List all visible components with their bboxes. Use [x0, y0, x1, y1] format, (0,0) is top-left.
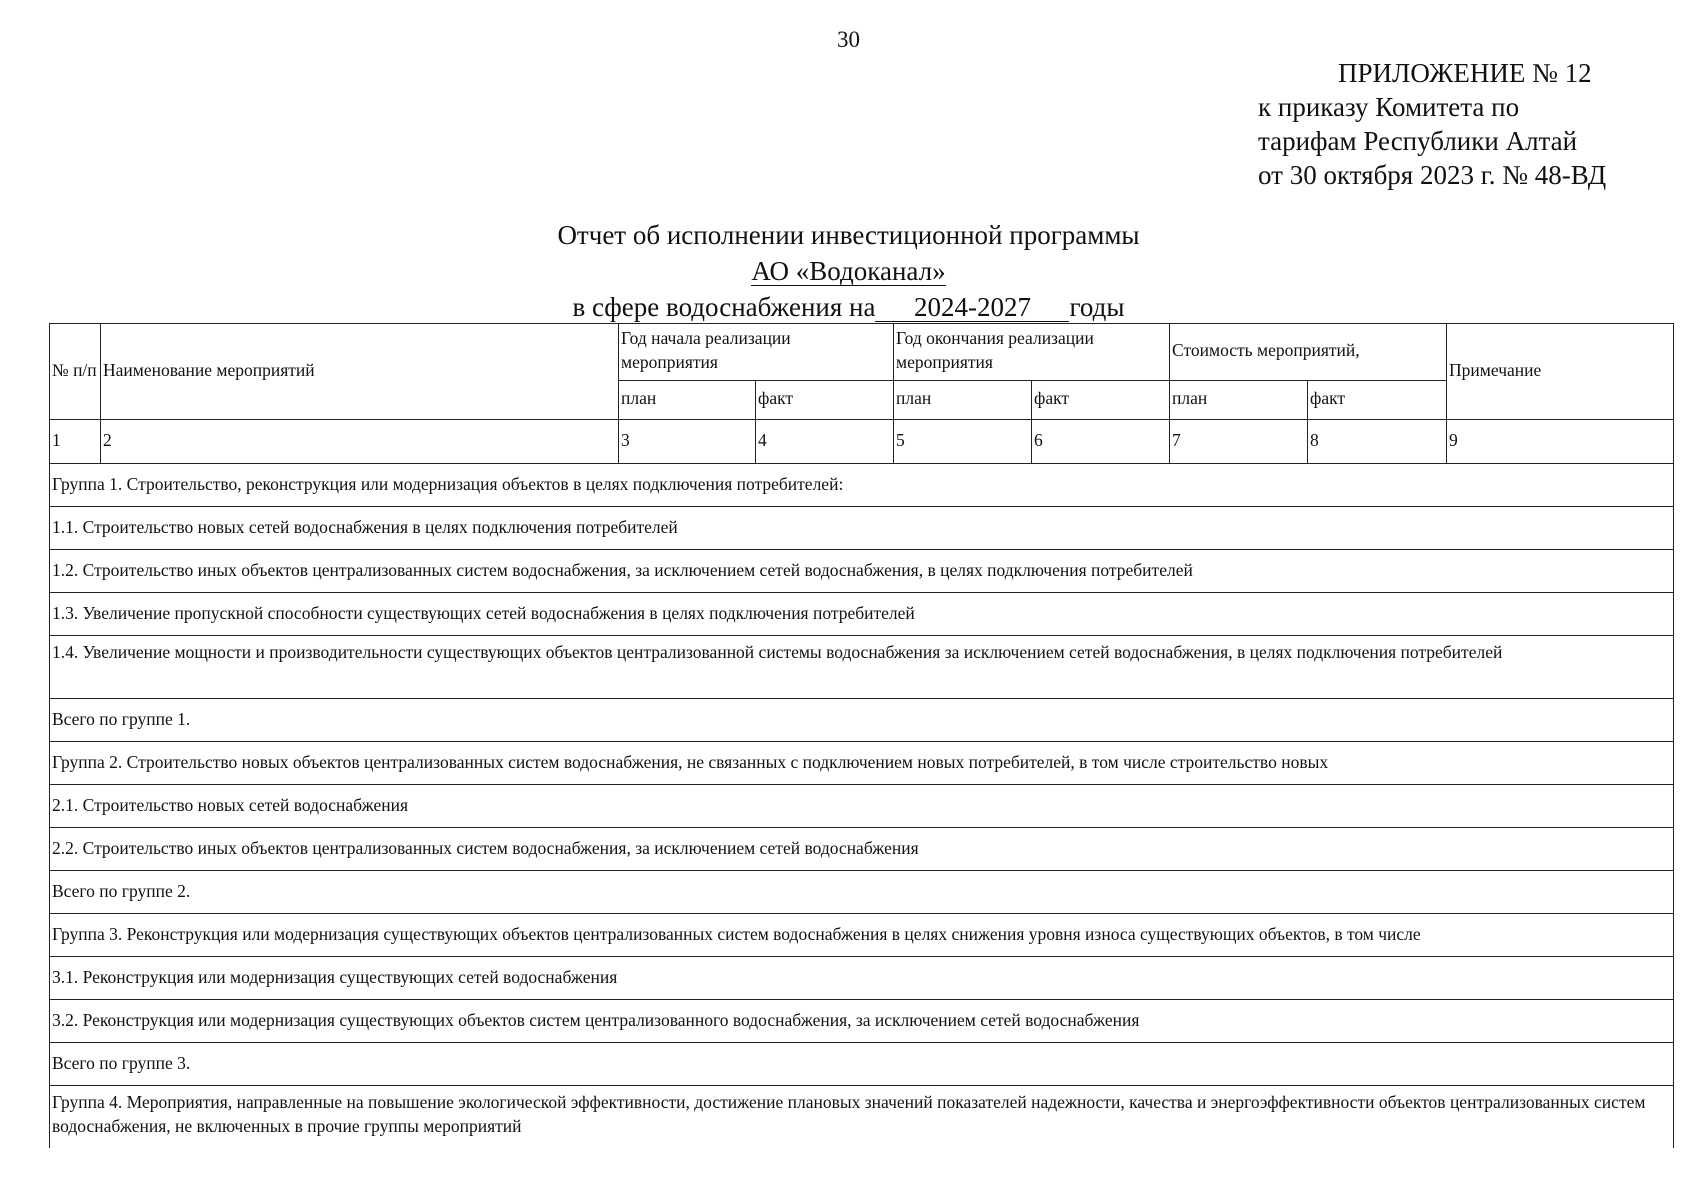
header-note: Примечание — [1447, 324, 1674, 420]
header-plan: план — [894, 381, 1032, 420]
appendix-line: от 30 октября 2023 г. № 48-ВД — [1258, 160, 1607, 190]
appendix-line: тарифам Республики Алтай — [1258, 126, 1578, 156]
item-row: 1.2. Строительство иных объектов централизованных систем водоснабжения, за исключением сетей водоснабжения, в целях подключения потребителей — [50, 550, 1674, 593]
item-row: 2.2. Строительство иных объектов централизованных систем водоснабжения, за исключением сетей водоснабжения — [50, 828, 1674, 871]
column-number: 5 — [894, 420, 1032, 464]
group-row: Группа 4. Мероприятия, направленные на повышение экологической эффективности, достижение плановых значений показателей надежности, качества и энергоэффективности объектов централизованных систем водоснабжения, не включенных в прочие группы мероприятий — [50, 1086, 1674, 1149]
header-end-year: Год окончания реализации мероприятия — [894, 324, 1170, 381]
item-row: 1.1. Строительство новых сетей водоснабжения в целях подключения потребителей — [50, 507, 1674, 550]
header-num: № п/п — [50, 324, 101, 420]
column-number: 7 — [1170, 420, 1308, 464]
appendix-title: ПРИЛОЖЕНИЕ № 12 — [1338, 58, 1592, 88]
column-number: 6 — [1032, 420, 1170, 464]
header-plan: план — [619, 381, 756, 420]
group-total-row: Всего по группе 3. — [50, 1043, 1674, 1086]
column-number: 1 — [50, 420, 101, 464]
appendix-line: к приказу Комитета по — [1258, 92, 1520, 122]
column-number: 3 — [619, 420, 756, 464]
group-row: Группа 3. Реконструкция или модернизация существующих объектов централизованных систем водоснабжения в целях снижения уровня износа существующих объектов, в том числе — [50, 914, 1674, 957]
investment-report-table — [49, 323, 1674, 1148]
header-cost: Стоимость мероприятий, — [1170, 324, 1447, 381]
item-row: 3.1. Реконструкция или модернизация существующих сетей водоснабжения — [50, 957, 1674, 1000]
header-name: Наименование мероприятий — [101, 324, 619, 420]
column-number: 8 — [1308, 420, 1447, 464]
header-fact: факт — [1032, 381, 1170, 420]
organization-name: АО «Водоканал» — [751, 256, 946, 286]
item-row: 1.4. Увеличение мощности и производительности существующих объектов централизованной системы водоснабжения за исключением сетей водоснабжения, в целях подключения потребителей — [50, 636, 1674, 699]
header-start-year: Год начала реализации мероприятия — [619, 324, 894, 381]
item-row: 2.1. Строительство новых сетей водоснабжения — [50, 785, 1674, 828]
title-line: Отчет об исполнении инвестиционной программы — [557, 220, 1140, 250]
header-fact: факт — [756, 381, 894, 420]
item-row: 1.3. Увеличение пропускной способности существующих сетей водоснабжения в целях подключения потребителей — [50, 593, 1674, 636]
report-title — [0, 217, 1697, 325]
column-number: 4 — [756, 420, 894, 464]
page-number: 30 — [837, 27, 860, 52]
item-row: 3.2. Реконструкция или модернизация существующих объектов систем централизованного водоснабжения, за исключением сетей водоснабжения — [50, 1000, 1674, 1043]
column-number: 9 — [1447, 420, 1674, 464]
title-prefix: в сфере водоснабжения на — [572, 292, 876, 322]
column-number: 2 — [101, 420, 619, 464]
header-plan: план — [1170, 381, 1308, 420]
group-row: Группа 1. Строительство, реконструкция или модернизация объектов в целях подключения потребителей: — [50, 464, 1674, 507]
group-total-row: Всего по группе 1. — [50, 699, 1674, 742]
header-fact: факт — [1308, 381, 1447, 420]
group-total-row: Всего по группе 2. — [50, 871, 1674, 914]
appendix-block — [1258, 56, 1606, 192]
group-row: Группа 2. Строительство новых объектов централизованных систем водоснабжения, не связанных с подключением новых потребителей, в том числе строительство новых — [50, 742, 1674, 785]
report-period: 2024-2027 — [875, 293, 1069, 322]
title-suffix: годы — [1069, 292, 1125, 322]
